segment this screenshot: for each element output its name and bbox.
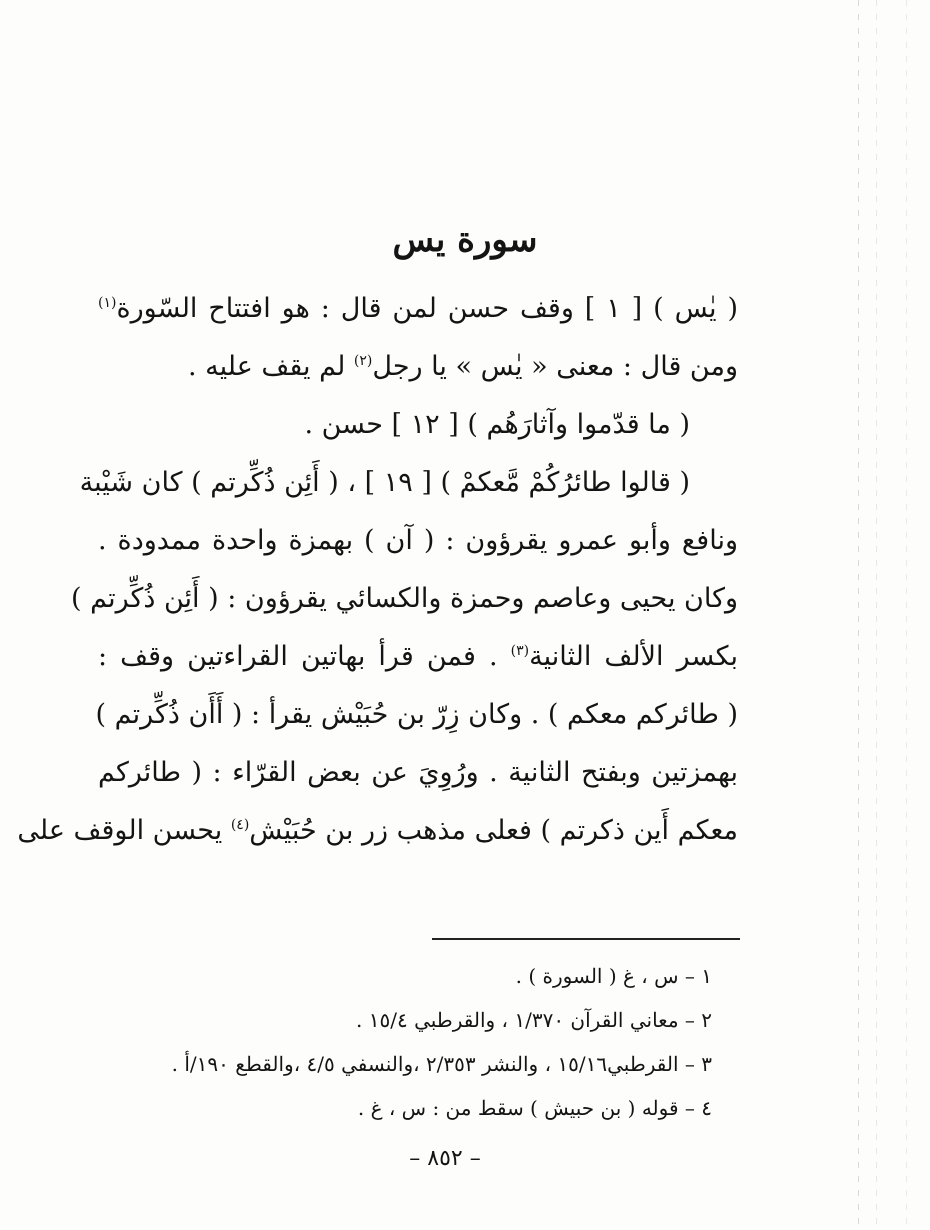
text-line bbox=[79, 454, 738, 512]
line-text: بهمزتين وبفتح الثانية . ورُوِيَ عن بعض القرّاء : ( طائركم bbox=[98, 757, 738, 788]
footnote-item: ٣ – القرطبي١٥/١٦ ، والنشر ٢/٣٥٣ ،والنسفي ٤/٥ ،والقطع ١٩٠/أ . bbox=[171, 1052, 712, 1076]
text-line bbox=[95, 686, 738, 744]
text-line bbox=[71, 570, 738, 628]
footnote-marker: (٣) bbox=[510, 643, 530, 659]
text-line bbox=[98, 280, 738, 338]
text-line bbox=[98, 512, 738, 570]
footnotes bbox=[100, 954, 712, 1130]
line-text: ومن قال : معنى « يٰس » يا رجل bbox=[372, 351, 738, 382]
line-text: ( قالوا طائرُكُمْ مَّعكمْ ) [ ١٩ ] ، ( أَئِن ذُكِّرتم ) كان شَيْبة bbox=[79, 467, 690, 498]
footnote-marker: (١) bbox=[98, 295, 117, 311]
line-text: يحسن الوقف على bbox=[17, 815, 231, 846]
footnote-item: ٤ – قوله ( بن حبيش ) سقط من : س ، غ . bbox=[357, 1096, 712, 1120]
text-line bbox=[98, 628, 738, 686]
line-text: وكان يحيى وعاصم وحمزة والكسائي يقرؤون : ( أَئِن ذُكِّرتم ) bbox=[71, 583, 738, 614]
footnote-marker: (٢) bbox=[353, 353, 373, 369]
line-text: ( ما قدّموا وآثارَهُم ) [ ١٢ ] حسن . bbox=[304, 409, 690, 440]
line-text: ( طائركم معكم ) . وكان زِرّ بن حُبَيْش يقرأ : ( أَأَن ذُكِّرتم ) bbox=[95, 699, 738, 730]
scan-edge-line bbox=[906, 0, 907, 1230]
footnote-item: ٢ – معاني القرآن ١/٣٧٠ ، والقرطبي ١٥/٤ . bbox=[356, 1008, 712, 1032]
footnote-separator bbox=[432, 938, 740, 940]
line-text: معكم أَين ذكرتم ) فعلى مذهب زر بن حُبَيْش bbox=[249, 815, 738, 846]
chapter-title: سورة يس bbox=[392, 220, 538, 260]
text-line bbox=[98, 338, 738, 396]
page-number: – ٨٥٢ – bbox=[409, 1146, 481, 1171]
line-text: . فمن قرأ بهاتين القراءتين وقف : bbox=[98, 641, 511, 672]
footnote-item: ١ – س ، غ ( السورة ) . bbox=[515, 964, 712, 988]
text-line bbox=[17, 802, 738, 860]
footnote-marker: (٤) bbox=[230, 817, 250, 833]
scan-edge-line bbox=[858, 0, 859, 1230]
text-line bbox=[98, 396, 738, 454]
line-text: ( يٰس ) [ ١ ] وقف حسن لمن قال : هو افتتاح السّورة bbox=[116, 293, 738, 324]
main-text bbox=[17, 280, 739, 860]
line-text: بكسر الألف الثانية bbox=[529, 641, 739, 672]
text-line bbox=[98, 744, 738, 802]
line-text: لم يقف عليه . bbox=[188, 351, 354, 382]
line-text: ونافع وأبو عمرو يقرؤون : ( آن ) بهمزة واحدة ممدودة . bbox=[98, 525, 738, 556]
scan-edge-line bbox=[876, 0, 877, 1230]
